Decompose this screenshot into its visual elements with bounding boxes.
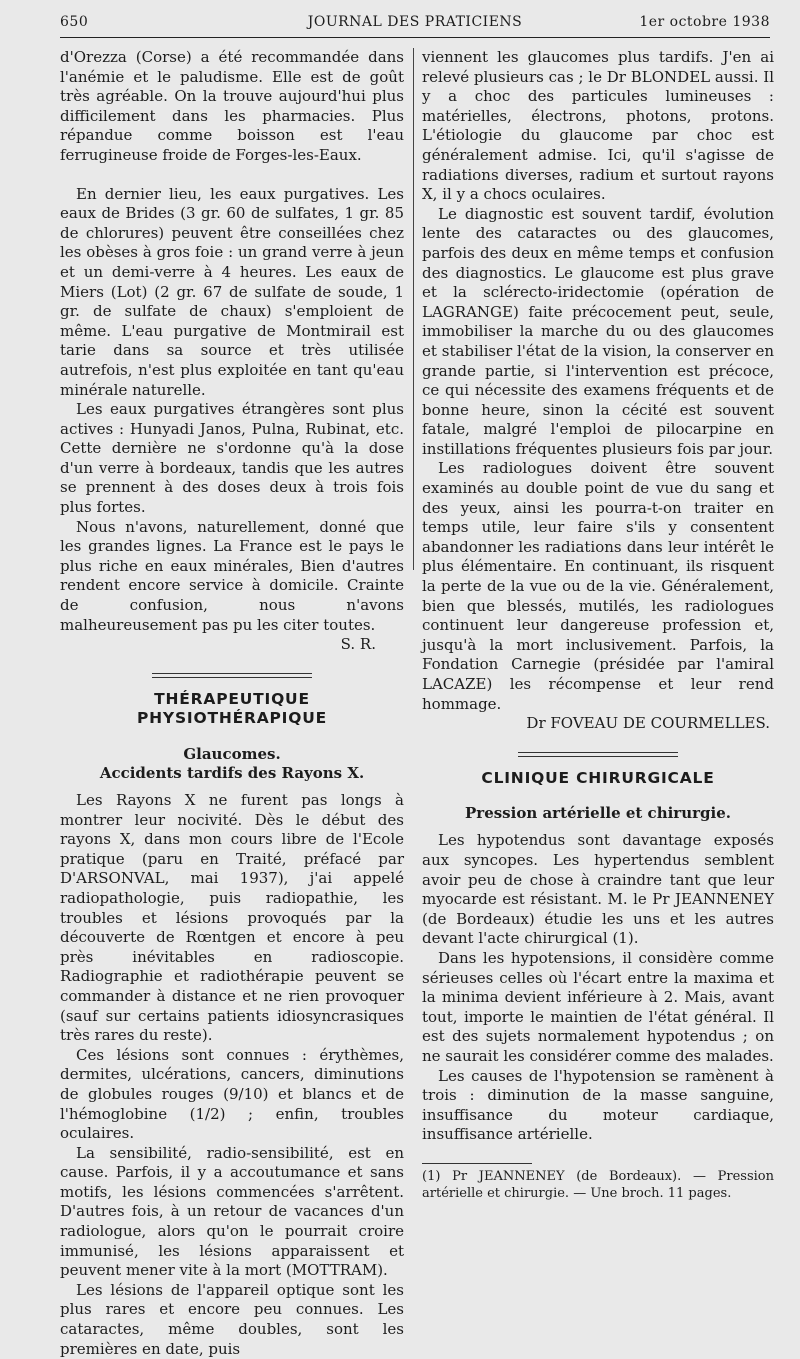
right-column — [422, 48, 774, 1202]
section-heading: THÉRAPEUTIQUE PHYSIOTHÉRAPIQUE — [136, 689, 327, 728]
column-divider — [413, 48, 414, 570]
paragraph: d'Orezza (Corse) a été recommandée dans l'anémie et le paludisme. Elle est de goût très agréable. On la trouve aujourd'hui plus difficilement dans les pharmacies. Plus répandue comme boisson est l'eau ferrugineuse froide de Forges-les-Eaux. — [60, 48, 404, 164]
page-number: 650 — [60, 14, 89, 30]
paragraph: Nous n'avons, naturellement, donné que les grandes lignes. La France est le pays le plus riche en eaux minérales, Bien d'autres rendent encore service à domicile. Crainte de confusion, nous n'avons malheureusement pas pu les citer toutes. — [60, 517, 404, 634]
footnote-rule — [422, 1163, 532, 1164]
article-subtitle: Accidents tardifs des Rayons X. — [99, 764, 365, 782]
paragraph: Les causes de l'hypotension se ramènent à trois : diminution de la masse sanguine, insuffisance du moteur cardiaque, insuffisance artérielle. — [422, 1066, 774, 1144]
issue-date: 1er octobre 1938 — [639, 14, 770, 30]
paragraph: Les radiologues doivent être souvent examinés au double point de vue du sang et des yeux, ainsi les pourra-t-on traiter en temps utile, leur faire s'ils y consentent abandonner les radiations dans leur intérêt le plus élémentaire. En continuant, ils risquent la perte de la vue ou de la vie. Généralement, bien que blessés, mutilés, les radiologues continuent leur dangereuse profession et, jusqu'à la mort inclusivement. Parfois, la Fondation Carnegie (présidée par l'amiral LACAZE) les récompense et leur rend hommage. — [422, 459, 774, 713]
article-title: Pression artérielle et chirurgie. — [465, 804, 731, 823]
journal-title: JOURNAL DES PRATICIENS — [307, 14, 523, 30]
section-heading: CLINIQUE CHIRURGICALE — [481, 768, 715, 787]
paragraph: Les lésions de l'appareil optique sont les plus rares et encore peu connues. Les cataractes, même doubles, sont les premières en date, puis — [60, 1280, 404, 1358]
paragraph: Les eaux purgatives étrangères sont plus actives : Hunyadi Janos, Pulna, Rubinat, etc. Cette dernière ne s'ordonne qu'à la dose d'un verre à bordeaux, tandis que les autres se prennent à des doses deux à trois fois plus fortes. — [60, 400, 404, 517]
section-divider — [518, 752, 678, 757]
footnote: (1) Pr JEANNENEY (de Bordeaux). — Pression artérielle et chirurgie. — Une broch. 11 pages. — [422, 1168, 774, 1201]
paragraph: Ces lésions sont connues : érythèmes, dermites, ulcérations, cancers, diminutions de globules rouges (9/10) et blancs et de l'hémoglobine (1/2) ; enfin, troubles oculaires. — [60, 1045, 404, 1143]
paragraph: La sensibilité, radio-sensibilité, est en cause. Parfois, il y a accoutumance et sans motifs, les lésions commencées s'arrêtent. D'autres fois, à un retour de vacances d'un radiologue, alors qu'on le pourrait croire immunisé, les lésions apparaissent et peuvent mener vite à la mort (MOTTRAM). — [60, 1143, 404, 1280]
signature: Dr FOVEAU DE COURMELLES. — [526, 714, 770, 733]
running-header — [60, 14, 770, 36]
section-divider — [152, 673, 312, 678]
paragraph: Les hypotendus sont davantage exposés aux syncopes. Les hypertendus semblent avoir peu de chose à craindre tant que leur myocarde est résistant. M. le Pr JEANNENEY (de Bordeaux) étudie les uns et les autres devant l'acte chirurgical (1). — [422, 831, 774, 948]
article-title: Glaucomes. — [183, 745, 281, 763]
paragraph: Le diagnostic est souvent tardif, évolution lente des cataractes ou des glaucomes, parfois des deux en même temps et confusion des diagnostics. Le glaucome est plus grave et la sclérecto-iridectomie (opération de LAGRANGE) faite précocement peut, seule, immobiliser la marche du ou des glaucomes et stabiliser l'état de la vision, la conserver en grande partie, si l'intervention est précoce, ce qui nécessite des examens fréquents et de bonne heure, sinon la cécité est souvent fatale, malgré l'emploi de pilocarpine en instillations fréquentes plusieurs fois par jour. — [422, 204, 774, 458]
signature: S. R. — [340, 635, 376, 654]
paragraph: Les Rayons X ne furent pas longs à montrer leur nocivité. Dès le début des rayons X, dans mon cours libre de l'Ecole pratique (paru en Traité, préfacé par D'ARSONVAL, mai 1937), j'ai appelé radiopathologie, puis radiopathie, les troubles et lésions provoqués par la découverte de Rœntgen et encore à peu près inévitables en radioscopie. Radiographie et radiothérapie peuvent se commander à distance et ne rien provoquer (sauf sur certains patients idiosyncrasiques très rares du reste). — [60, 791, 404, 1045]
header-rule — [60, 37, 770, 38]
paragraph: viennent les glaucomes plus tardifs. J'en ai relevé plusieurs cas ; le Dr BLONDEL aussi. Il y a choc des particules lumineuses : matérielles, électrons, photons, protons. L'étiologie du glaucome par choc est généralement admise. Ici, qu'il s'agisse de radiations diverses, radium et surtout rayons X, il y a chocs oculaires. — [422, 48, 774, 204]
paragraph: En dernier lieu, les eaux purgatives. Les eaux de Brides (3 gr. 60 de sulfates, 1 gr. 85 de chlorures) peuvent être conseillées chez les obèses à gros foie : un grand verre à jeun et un demi-verre à 4 heures. Les eaux de Miers (Lot) (2 gr. 67 de sulfate de soude, 1 gr. de sulfate de chaux) s'emploient de même. L'eau purgative de Montmirail est tarie dans sa source et très utilisée autrefois, n'est plus exploitée en tant qu'eau minérale naturelle. — [60, 184, 404, 399]
paragraph: Dans les hypotensions, il considère comme sérieuses celles où l'écart entre la maxima et la minima devient inférieure à 2. Mais, avant tout, importe le maintien de l'état général. Il est des sujets normalement hypotendus ; on ne saurait les considérer comme des malades. — [422, 948, 774, 1065]
left-column — [60, 48, 404, 1359]
